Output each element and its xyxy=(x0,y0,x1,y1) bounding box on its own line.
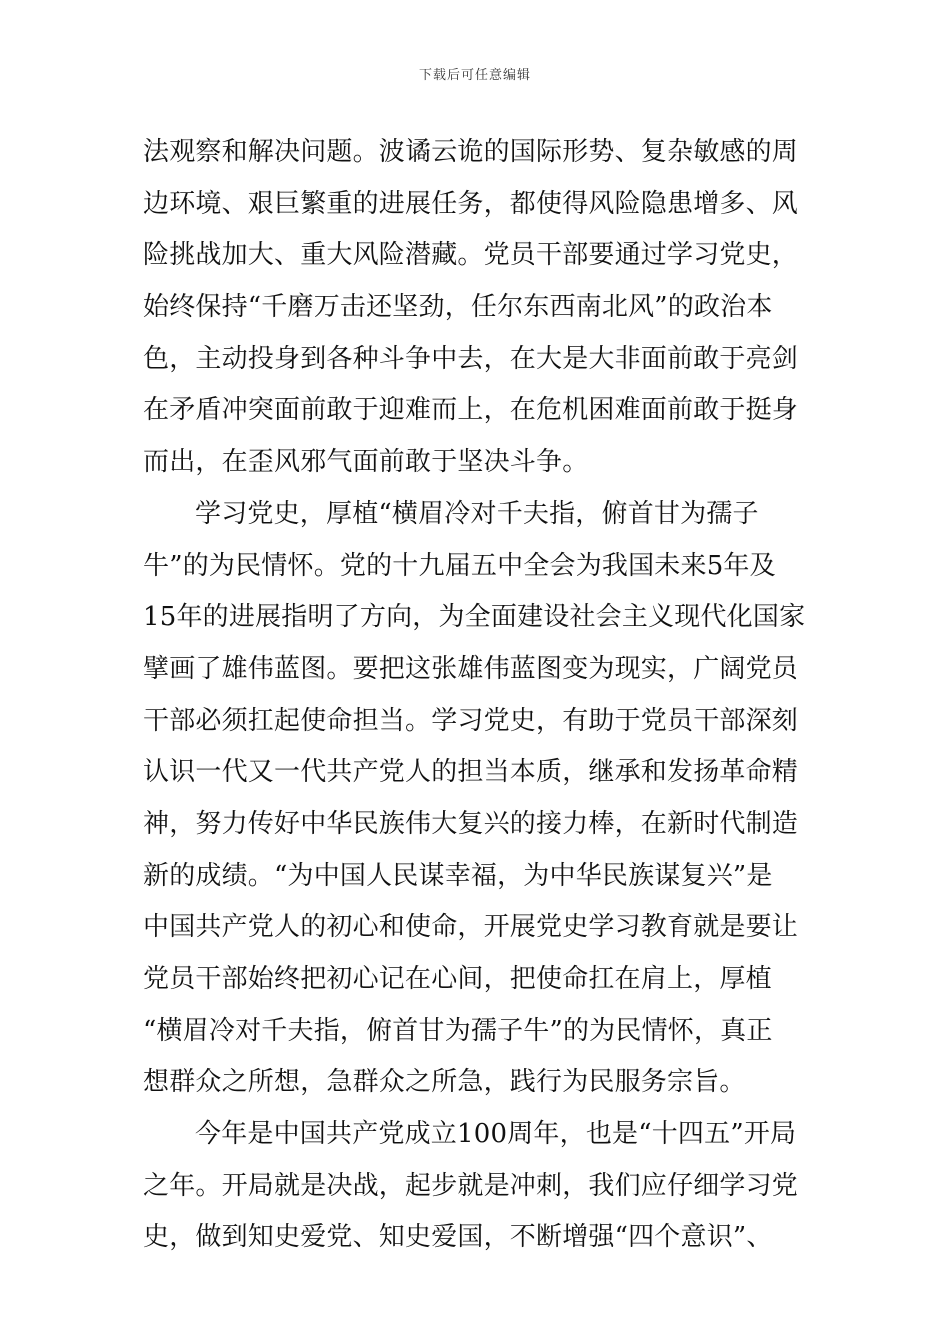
text-line: 今年是中国共产党成立100周年，也是“十四五”开局 xyxy=(195,1119,797,1150)
paragraph-1 xyxy=(143,130,807,492)
text-line: 边环境、艰巨繁重的进展任务，都使得风险隐患增多、风 xyxy=(143,188,799,219)
text-line: 险挑战加大、重大风险潜藏。党员干部要通过学习党史， xyxy=(143,240,799,271)
text-line: 史，做到知史爱党、知史爱国，不断增强“四个意识”、 xyxy=(143,1222,773,1253)
document-body xyxy=(143,130,807,1267)
text-line: 在矛盾冲突面前敢于迎难而上，在危机困难面前敢于挺身 xyxy=(143,395,799,426)
text-line: 15年的进展指明了方向，为全面建设社会主义现代化国家 xyxy=(143,602,806,633)
text-line: 而出，在歪风邪气面前敢于坚决斗争。 xyxy=(143,447,589,478)
text-line: 中国共产党人的初心和使命，开展党史学习教育就是要让 xyxy=(143,912,799,943)
text-line: “横眉冷对千夫指，俯首甘为孺子牛”的为民情怀，真正 xyxy=(143,1015,773,1046)
text-line: 学习党史，厚植“横眉冷对千夫指，俯首甘为孺子 xyxy=(195,498,759,529)
text-line: 之年。开局就是决战，起步就是冲刺，我们应仔细学习党 xyxy=(143,1170,799,1201)
text-line: 色，主动投身到各种斗争中去，在大是大非面前敢于亮剑 xyxy=(143,343,799,374)
text-line: 党员干部始终把初心记在心间，把使命扛在肩上，厚植 xyxy=(143,964,772,994)
text-line: 牛”的为民情怀。党的十九届五中全会为我国未来5年及 xyxy=(143,550,776,581)
text-line: 擘画了雄伟蓝图。要把这张雄伟蓝图变为现实，广阔党员 xyxy=(143,653,799,684)
paragraph-2 xyxy=(143,492,807,1112)
text-line: 神，努力传好中华民族伟大复兴的接力棒，在新时代制造 xyxy=(143,808,799,839)
text-line: 始终保持“千磨万击还坚劲，任尔东西南北风”的政治本 xyxy=(143,292,773,323)
text-line: 想群众之所想，急群众之所急，践行为民服务宗旨。 xyxy=(143,1067,746,1098)
text-line: 法观察和解决问题。波谲云诡的国际形势、复杂敏感的周 xyxy=(143,137,799,167)
text-line: 认识一代又一代共产党人的担当本质，继承和发扬革命精 xyxy=(143,757,799,788)
page-header: 下载后可任意编辑 xyxy=(418,68,531,83)
paragraph-3 xyxy=(143,1112,807,1267)
text-line: 干部必须扛起使命担当。学习党史，有助于党员干部深刻 xyxy=(143,705,799,736)
text-line: 新的成绩。“为中国人民谋幸福，为中华民族谋复兴”是 xyxy=(143,860,773,891)
